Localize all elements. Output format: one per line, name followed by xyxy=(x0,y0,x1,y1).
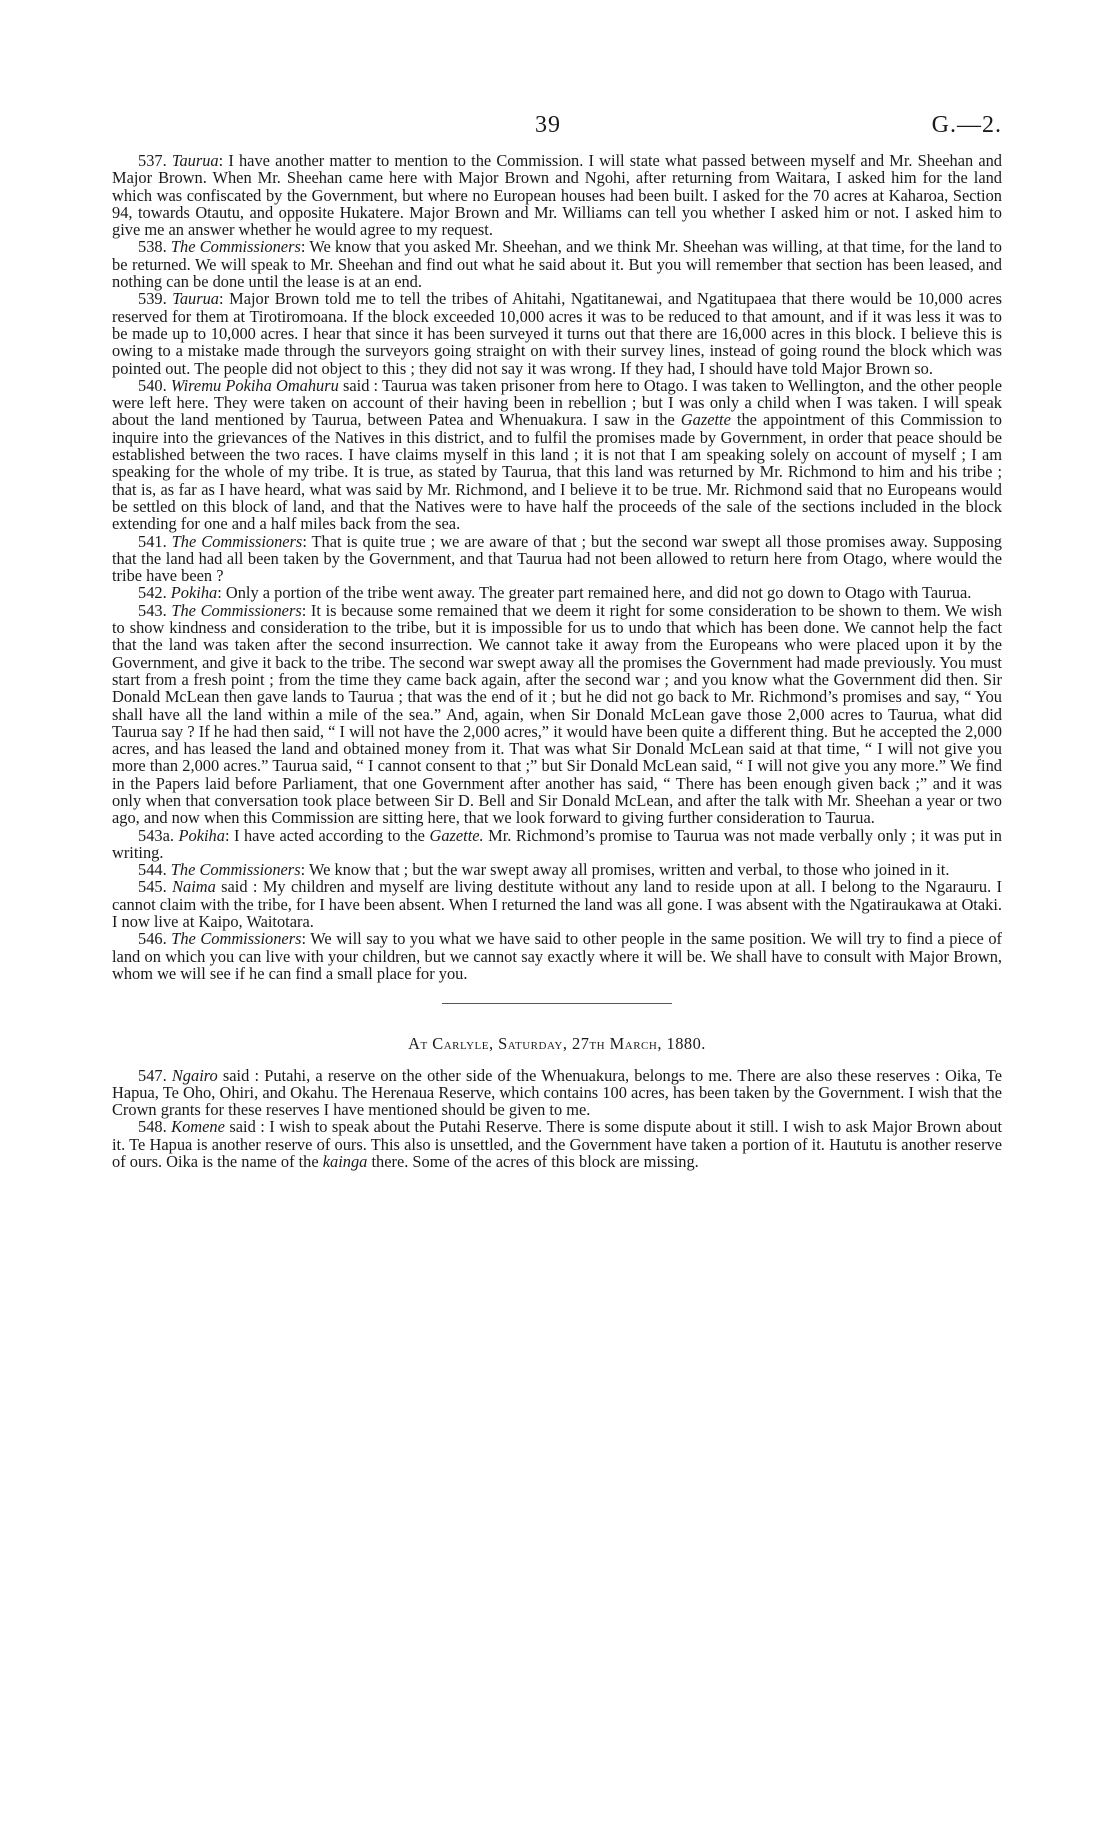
paragraph-number: 538. xyxy=(138,237,167,257)
paragraph xyxy=(112,377,1002,533)
paragraph-text: Taurua was taken prisoner from here to Otago. I was taken to Wellington, and the other people were left here. They were taken on account of their having been in rebellion ; but I was only a child when I was taken. I will speak about the land mentioned by Taurua, between Patea and Whenuakura. I saw in the xyxy=(112,375,1002,430)
paragraph xyxy=(112,1067,1002,1119)
speaker-name: Pokiha xyxy=(178,825,225,845)
speaker-name: Ngairo xyxy=(171,1065,218,1085)
paragraph xyxy=(112,827,1002,862)
body-text xyxy=(112,152,1002,1170)
paragraph-group-2 xyxy=(112,1067,1002,1171)
page-number: 39 xyxy=(535,112,561,138)
speaker-name: The Commissioners xyxy=(170,860,301,880)
paragraph xyxy=(112,533,1002,585)
paragraph xyxy=(112,290,1002,376)
document-reference: G.—2. xyxy=(931,112,1002,138)
speaker-separator: said : xyxy=(215,877,258,897)
speaker-name: The Commissioners xyxy=(171,531,303,551)
paragraph-text: Putahi, a reserve on the other side of the Whenuakura, belongs to me. There are also these reserves : Oika, Te Hapua, Te Oho, Ohiri, and Okahu. The Herenaua Reserve, which contains 100 acres, has been taken by the Government. I wish that the Crown grants for these reserves I have mentioned should be given to me. xyxy=(112,1065,1002,1120)
paragraph xyxy=(112,861,1002,878)
paragraph-group-1 xyxy=(112,152,1002,982)
paragraph-number: 540. xyxy=(138,375,167,395)
paragraph-number: 537. xyxy=(138,151,167,170)
paragraph xyxy=(112,238,1002,290)
speaker-separator: : xyxy=(218,151,224,170)
paragraph-text: My children and myself are living destitute without any land to reside upon at all. I belong to the Ngarauru. I cannot claim with the tribe, for I have been absent. When I returned the land was all gone. I was absent with the Ngatiraukawa at Otaki. I now live at Kaipo, Waitotara. xyxy=(112,877,1002,932)
paragraph-text: I have another matter to mention to the Commission. I will state what passed between myself and Mr. Sheehan and Major Brown. When Mr. Sheehan came here with Major Brown and Ngohi, after returning from Waitara, I asked him for the land which was confiscated by the Government, but where no European houses had been built. I asked for the 70 acres at Kaharoa, Section 94, towards Otautu, and opposite Hukatere. Major Brown and Mr. Williams can tell you whether I asked him or not. I asked him to give me an answer whether he would agree to my request. xyxy=(112,151,1002,240)
speaker-name: The Commissioners xyxy=(171,929,302,949)
speaker-name: Taurua xyxy=(172,289,220,309)
paragraph-text: It is because some remained that we deem it right for some consideration to be shown to them. We wish to show kindness and consideration to the tribe, but it is impossible for us to undo that which has been done. We cannot help the fact that the land was taken after the second insurrection. We cannot take it away from the Europeans who were placed upon it by the Government, and give it back to the tribe. The second war swept away all the promises the Government had made previously. You must start from a fresh point ; from the time they came back again, after the second war ; and you know what the Government did then. Sir Donald McLean then gave lands to Taurua ; that was the end of it ; but he did not go back to Mr. Richmond’s promises and say, “ You shall have all the land within a mile of the sea.” And, again, when Sir Donald McLean gave those 2,000 acres to Taurua, what did Taurua say ? If he had then said, “ I will not have the 2,000 acres,” it would have been quite a different thing. But he accepted the 2,000 acres, and has leased the land and obtained money from it. That was what Sir Donald McLean said at that time, “ I will not give you more than 2,000 acres.” Taurua said, “ I cannot consent to that ;” but Sir Donald McLean said, “ I will not give you any more.” We find in the Papers laid before Parliament, that one Government after another has said, “ There has been enough given back ;” and it was only when that conversation took place between Sir D. Bell and Sir Donald McLean, and after the talk with Mr. Sheehan a year or two ago, and now when this Commission are sitting here, that we look forward to giving further consideration to Taurua. xyxy=(112,600,1002,828)
paragraph-text: Mr. Richmond’s promise to Taurua was not made verbally only ; it was put in writing. xyxy=(112,825,1002,862)
speaker-separator: said : xyxy=(224,1117,265,1137)
speaker-separator: : xyxy=(224,825,230,845)
section-divider xyxy=(442,1003,672,1004)
speaker-name: Wiremu Pokiha Omahuru xyxy=(170,375,339,395)
paragraph-number: 542. xyxy=(138,583,167,603)
paragraph-text: there. Some of the acres of this block are missing. xyxy=(367,1152,699,1172)
paragraph xyxy=(112,878,1002,930)
speaker-separator: : xyxy=(300,237,306,257)
speaker-separator: : xyxy=(217,583,222,603)
paragraph xyxy=(112,152,1002,238)
speaker-separator: said : xyxy=(217,1065,260,1085)
section-heading: At Carlyle, Saturday, 27th March, 1880. xyxy=(408,1034,706,1054)
paragraph xyxy=(112,1118,1002,1170)
paragraph-number: 543. xyxy=(138,600,167,620)
paragraph-text: I have acted according to the xyxy=(229,825,430,845)
speaker-name: Naima xyxy=(172,877,216,897)
paragraph-number: 544. xyxy=(138,860,167,880)
paragraph xyxy=(112,930,1002,982)
paragraph-number: 543a. xyxy=(138,825,174,845)
speaker-separator: : xyxy=(301,929,307,949)
speaker-separator: : xyxy=(301,600,307,620)
paragraph-text: Only a portion of the tribe went away. The greater part remained here, and did not go down to Otago with Taurua. xyxy=(221,583,972,603)
italic-term: Gazette xyxy=(680,410,731,430)
italic-term: kainga xyxy=(322,1152,368,1172)
paragraph-text: the appointment of this Commission to inquire into the grievances of the Natives in this district, and to fulfil the promises made by Government, in order that peace should be established between the two races. I have claims myself in this land ; it is not that I am speaking solely on account of myself ; I am speaking for the whole of my tribe. It is true, as stated by Taurua, that this land was returned by Mr. Richmond to him and his tribe ; that is, as far as I have heard, what was said by Mr. Richmond, and I believe it to be true. Mr. Richmond said that no Europeans would be settled on this block of land, and that the Natives were to have half the proceeds of the sale of the sections included in the block extending for one and a half miles back from the sea. xyxy=(112,410,1002,534)
speaker-name: Komene xyxy=(171,1117,225,1137)
paragraph-text: We know that you asked Mr. Sheehan, and we think Mr. Sheehan was willing, at that time, for the land to be returned. We will speak to Mr. Sheehan and find out what he said about it. But you will remember that section has been leased, and nothing can be done until the lease is at an end. xyxy=(112,237,1002,292)
paragraph xyxy=(112,602,1002,827)
speaker-name: Pokiha xyxy=(170,583,218,603)
paragraph-text: I wish to speak about the Putahi Reserve. There is some dispute about it still. I wish to ask Major Brown about it. Te Hapua is another reserve of ours. This also is unsettled, and the Government have taken a portion of it. Haututu is another reserve of ours. Oika is the name of the xyxy=(112,1117,1002,1172)
paragraph xyxy=(112,584,1002,601)
paragraph-number: 546. xyxy=(138,929,167,949)
paragraph-text: That is quite true ; we are aware of that ; but the second war swept all those promises away. Supposing that the land had all been taken by the Government, and that Taurua had not been allowed to return here from Otago, where would the tribe have been ? xyxy=(112,531,1002,586)
speaker-name: The Commissioners xyxy=(171,600,302,620)
paragraph-number: 541. xyxy=(138,531,167,551)
paragraph-text: We will say to you what we have said to other people in the same position. We will try to find a piece of land on which you can live with your children, but we cannot say exactly where it will be. We shall have to consult with Major Brown, whom we will see if he can find a small place for you. xyxy=(112,929,1002,983)
paragraph-number: 547. xyxy=(138,1065,167,1085)
paragraph-text: Major Brown told me to tell the tribes of Ahitahi, Ngatitanewai, and Ngatitupaea that there would be 10,000 acres reserved for them at Tirotiromoana. If the block exceeded 10,000 acres it was to be reduced to that amount, and if it was less it was to be made up to 10,000 acres. I hear that since it has been surveyed it turns out that there are 16,000 acres in this block. I believe this is owing to a mistake made through the surveyors going straight on with their survey lines, instead of going round the block which was pointed out. The people did not object to this ; they did not say it was wrong. If they had, I should have told Major Brown so. xyxy=(112,289,1002,378)
speaker-separator: : xyxy=(219,289,224,309)
speaker-separator: : xyxy=(302,531,307,551)
paragraph-number: 539. xyxy=(138,289,167,309)
speaker-separator: said : xyxy=(338,375,379,395)
paragraph-text: We know that ; but the war swept away all promises, written and verbal, to those who joined in it. xyxy=(305,860,950,880)
speaker-separator: : xyxy=(300,860,306,880)
paragraph-number: 545. xyxy=(138,877,167,897)
italic-term: Gazette. xyxy=(429,825,484,845)
speaker-name: The Commissioners xyxy=(170,237,301,257)
paragraph-number: 548. xyxy=(138,1117,167,1137)
speaker-name: Taurua xyxy=(171,151,219,170)
